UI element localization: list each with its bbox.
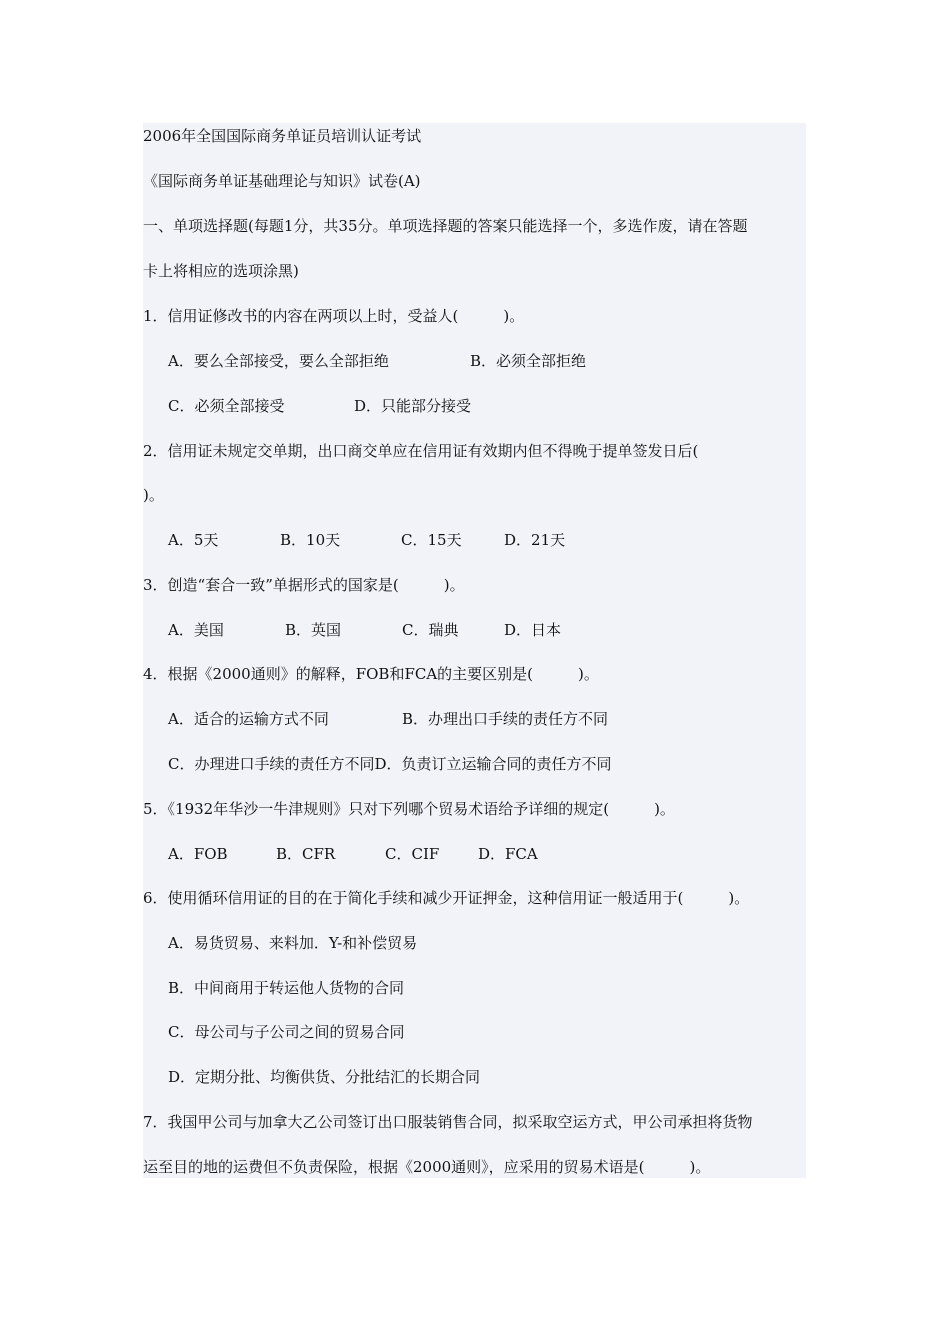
- question-7-stem-line2: 运至目的地的运费但不负责保险，根据《2000通则》，应采用的贸易术语是( )。: [143, 1158, 711, 1176]
- question-5-option-b: B．CFR: [276, 845, 336, 863]
- question-3-stem: 3．创造“套合一致”单据形式的国家是( )。: [143, 576, 465, 594]
- content-block: [143, 123, 806, 1178]
- question-1-option-c: C．必须全部接受: [168, 397, 285, 415]
- section-heading-line2: 卡上将相应的选项涂黑): [143, 262, 299, 280]
- question-3-option-b: B．英国: [285, 621, 342, 639]
- question-1-option-b: B．必须全部拒绝: [470, 352, 587, 370]
- question-4-stem: 4．根据《2000通则》的解释，FOB和FCA的主要区别是( )。: [143, 665, 599, 683]
- question-6-stem: 6．使用循环信用证的目的在于简化手续和减少开证押金，这种信用证一般适用于( )。: [143, 889, 750, 907]
- question-6-option-c: C．母公司与子公司之间的贸易合同: [168, 1023, 405, 1041]
- question-3-option-c: C．瑞典: [402, 621, 459, 639]
- question-3-option-a: A．美国: [168, 621, 224, 639]
- question-7-stem-line1: 7．我国甲公司与加拿大乙公司签订出口服装销售合同，拟采取空运方式，甲公司承担将货物: [143, 1113, 753, 1131]
- paper-subtitle: 《国际商务单证基础理论与知识》试卷(A): [143, 172, 421, 190]
- question-6-option-a: A．易货贸易、来料加．Y-和补偿贸易: [168, 934, 418, 952]
- section-heading-line1: 一、单项选择题(每题1分，共35分。单项选择题的答案只能选择一个，多选作废，请在答题: [143, 217, 748, 235]
- question-4-options-row2: C．办理进口手续的责任方不同D．负责订立运输合同的责任方不同: [168, 755, 612, 773]
- question-5-stem: 5．《1932年华沙一牛津规则》只对下列哪个贸易术语给予详细的规定( )。: [143, 800, 675, 818]
- question-5-option-d: D．FCA: [478, 845, 538, 863]
- exam-title: 2006年全国国际商务单证员培训认证考试: [143, 127, 422, 145]
- question-5-option-a: A．FOB: [168, 845, 228, 863]
- question-5-option-c: C．CIF: [385, 845, 440, 863]
- question-2-option-a: A．5天: [168, 531, 219, 549]
- question-1-option-d: D．只能部分接受: [354, 397, 472, 415]
- question-4-option-b: B．办理出口手续的责任方不同: [402, 710, 609, 728]
- question-2-option-b: B．10天: [280, 531, 341, 549]
- question-1-option-a: A．要么全部接受，要么全部拒绝: [168, 352, 389, 370]
- question-4-option-a: A．适合的运输方式不同: [168, 710, 329, 728]
- question-2-stem-line2: )。: [143, 486, 164, 504]
- question-6-option-b: B．中间商用于转运他人货物的合同: [168, 979, 405, 997]
- question-2-option-c: C．15天: [401, 531, 462, 549]
- question-1-stem: 1．信用证修改书的内容在两项以上时，受益人( )。: [143, 307, 525, 325]
- question-3-option-d: D．日本: [504, 621, 562, 639]
- question-2-stem-line1: 2．信用证未规定交单期，出口商交单应在信用证有效期内但不得晚于提单签发日后(: [143, 442, 699, 460]
- question-2-option-d: D．21天: [504, 531, 566, 549]
- question-6-option-d: D．定期分批、均衡供货、分批结汇的长期合同: [168, 1068, 481, 1086]
